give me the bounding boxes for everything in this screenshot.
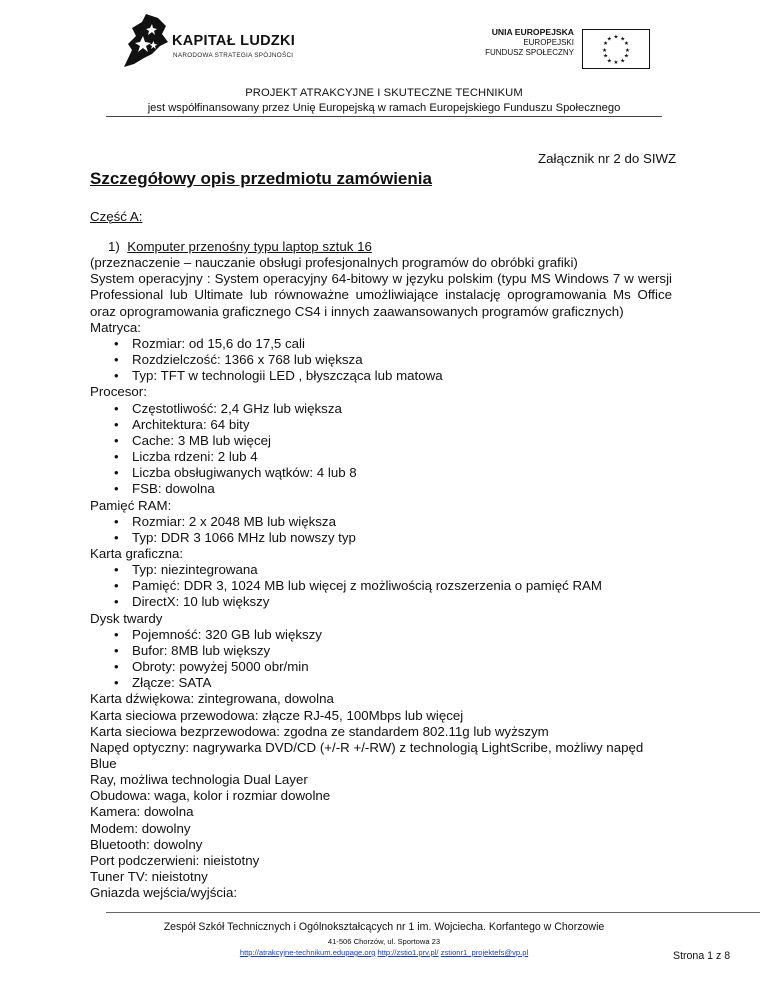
eu-line-3: FUNDUSZ SPOŁECZNY: [485, 48, 574, 57]
project-title: PROJEKT ATRAKCYJNE I SKUTECZNE TECHNIKUM: [245, 87, 523, 99]
footer-divider: [106, 912, 760, 913]
spec-bullet: • Typ: DDR 3 1066 MHz lub nowszy typ: [90, 530, 672, 546]
svg-text:★: ★: [613, 34, 619, 41]
spec-bullet: • DirectX: 10 lub większy: [90, 594, 672, 610]
spec-bullet: • Bufor: 8MB lub większy: [90, 643, 672, 659]
spec-bullet: • Złącze: SATA: [90, 675, 672, 691]
spec-bullet: • Typ: TFT w technologii LED , błyszcząca lub matowa: [90, 368, 672, 384]
spec-bullet: • Obroty: powyżej 5000 obr/min: [90, 659, 672, 675]
spec-bullet: • Częstotliwość: 2,4 GHz lub większa: [90, 401, 672, 417]
svg-text:★: ★: [606, 58, 612, 65]
footer-links: [0, 948, 768, 957]
item-heading: [90, 239, 672, 255]
eu-line-1: UNIA EUROPEJSKA: [491, 27, 574, 37]
svg-text:★: ★: [620, 36, 626, 43]
page-number: Strona 1 z 8: [673, 950, 731, 962]
spec-bullet: • Rozmiar: 2 x 2048 MB lub większa: [90, 514, 672, 530]
kapital-ludzki-emblem-icon: [122, 14, 174, 69]
svg-text:★: ★: [602, 41, 609, 48]
footer-link-school-site[interactable]: http://zstio1.prv.pl/: [377, 948, 439, 957]
spec-line: Gniazda wejścia/wyjścia:: [90, 885, 238, 901]
footer-link-email[interactable]: zstionr1_projektefs@vp.pl: [440, 948, 529, 957]
spec-line: Kamera: dowolna: [90, 804, 194, 820]
os-requirement: System operacyjny : System operacyjny 64-bitowy w języku polskim (typu MS Windows 7 w wersji Professional lub Ultimate lub równoważne umożliwiające instalację oprogramowania Ms Office oraz oprogramowania graficznego CS4 i innych zaawansowanych programów graficznych): [90, 271, 672, 319]
part-label: Część A:: [90, 209, 143, 224]
spec-line: Tuner TV: nieistotny: [90, 869, 208, 885]
section-label: Matryca:: [90, 319, 141, 335]
footer-address: 41-506 Chorzów, ul. Sportowa 23: [327, 937, 441, 946]
svg-text:★: ★: [613, 60, 619, 67]
page-header: [0, 0, 768, 115]
kapital-ludzki-logo: [122, 14, 312, 69]
spec-bullet: • Rozmiar: od 15,6 do 17,5 cali: [90, 336, 672, 352]
eu-logo: [470, 27, 650, 69]
header-divider: [106, 116, 662, 117]
svg-text:★: ★: [602, 53, 609, 60]
spec-line: Karta sieciowa przewodowa: złącze RJ-45, 100Mbps lub więcej: [90, 707, 464, 723]
annex-label: Załącznik nr 2 do SIWZ: [538, 151, 677, 166]
eu-logo-text: [485, 27, 574, 59]
spec-line: Obudowa: waga, kolor i rozmiar dowolne: [90, 788, 331, 804]
item-heading-text: Komputer przenośny typu laptop sztuk 16: [127, 239, 372, 254]
spec-bullet: • Pojemność: 320 GB lub większy: [90, 627, 672, 643]
spec-line: Port podczerwieni: nieistotny: [90, 852, 260, 868]
section-label: Dysk twardy: [90, 610, 163, 626]
item-purpose: (przeznaczenie – nauczanie obsługi profesjonalnych programów do obróbki grafiki): [90, 255, 578, 271]
spec-bullet: • FSB: dowolna: [90, 481, 672, 497]
svg-text:★: ★: [606, 36, 612, 43]
footer-school-name: Zespół Szkół Technicznych i Ogólnokształcących nr 1 im. Wojciecha. Korfantego w Chorzowie: [163, 921, 605, 933]
section-label: Procesor:: [90, 384, 147, 400]
svg-text:★: ★: [623, 53, 630, 60]
spec-bullet: • Liczba rdzeni: 2 lub 4: [90, 449, 672, 465]
spec-line: Karta dźwiękowa: zintegrowana, dowolna: [90, 691, 334, 707]
spec-line: Napęd optyczny: nagrywarka DVD/CD (+/-R +/-RW) z technologią LightScribe, możliwy napęd Blue: [90, 739, 644, 771]
spec-bullet: • Rozdzielczość: 1366 x 768 lub większa: [90, 352, 672, 368]
spec-bullet: • Cache: 3 MB lub więcej: [90, 433, 672, 449]
svg-text:★: ★: [623, 41, 630, 48]
project-subtitle: jest współfinansowany przez Unię Europejską w ramach Europejskiego Funduszu Społecznego: [147, 102, 621, 114]
kapital-ludzki-logo-title: KAPITAŁ LUDZKI: [172, 33, 296, 49]
svg-text:★: ★: [624, 47, 630, 54]
spec-line: Bluetooth: dowolny: [90, 836, 203, 852]
svg-text:★: ★: [602, 47, 608, 54]
footer-link-edupage[interactable]: http://atrakcyjne-technikum.edupage.org: [239, 948, 376, 957]
spec-bullet: • Liczba obsługiwanych wątków: 4 lub 8: [90, 465, 672, 481]
kapital-ludzki-logo-subtitle: NARODOWA STRATEGIA SPÓJNOŚCI: [173, 52, 294, 59]
svg-text:★: ★: [620, 58, 626, 65]
spec-bullet: • Typ: niezintegrowana: [90, 562, 672, 578]
section-label: Pamięć RAM:: [90, 497, 172, 513]
spec-line: Karta sieciowa bezprzewodowa: zgodna ze standardem 802.11g lub wyższym: [90, 723, 549, 739]
spec-bullet: • Architektura: 64 bity: [90, 417, 672, 433]
specification-content: [90, 239, 672, 901]
document-title: Szczegółowy opis przedmiotu zamówienia: [90, 169, 432, 188]
item-number: 1): [108, 239, 120, 254]
section-label: Karta graficzna:: [90, 545, 184, 561]
spec-line: Modem: dowolny: [90, 820, 191, 836]
eu-flag-icon: [582, 29, 650, 69]
spec-line: Ray, możliwa technologia Dual Layer: [90, 772, 308, 788]
spec-bullet: • Pamięć: DDR 3, 1024 MB lub więcej z możliwością rozszerzenia o pamięć RAM: [90, 578, 672, 594]
eu-line-2: EUROPEJSKI: [523, 37, 574, 47]
